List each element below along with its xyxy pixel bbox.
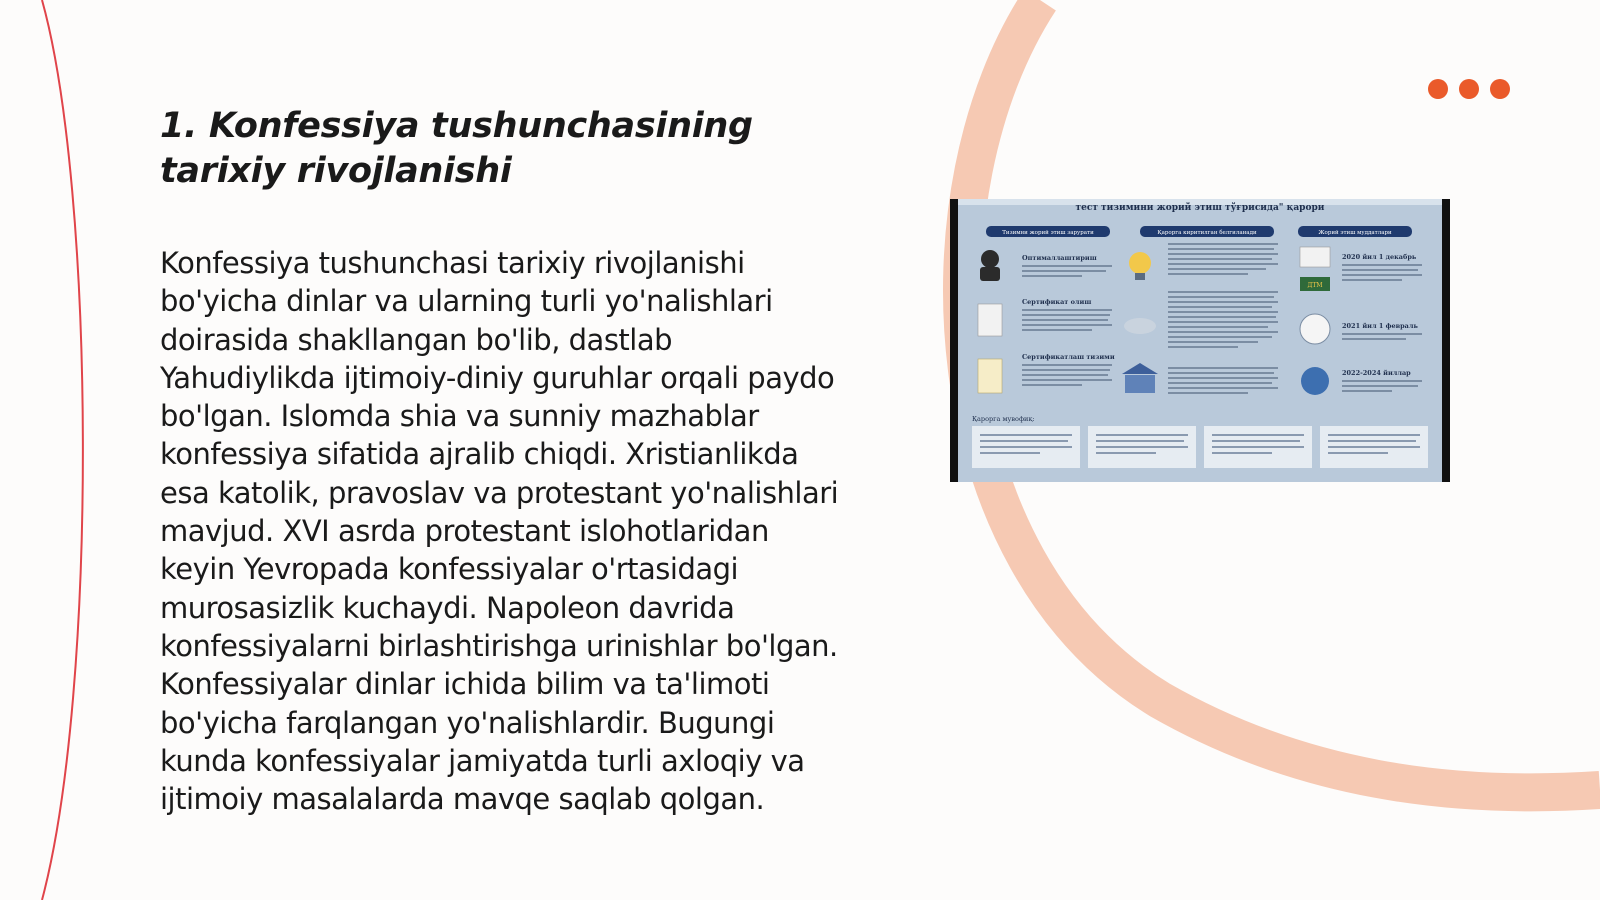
infographic-left-item-2: Сертификат олиш [1022, 298, 1092, 306]
three-dots-icon [1428, 79, 1510, 99]
infographic-right-item-3: 2022-2024 йиллар [1342, 369, 1411, 377]
infographic-right-item-2: 2021 йил 1 февраль [1342, 322, 1418, 330]
dot-1 [1428, 79, 1448, 99]
infographic-right-item-1: 2020 йил 1 декабрь [1342, 253, 1417, 261]
infographic-top-caption: тест тизимини жорий этиш тўғрисида" қарори [1075, 203, 1325, 213]
dot-2 [1459, 79, 1479, 99]
infographic-left-item-1: Оптималлаштириш [1022, 254, 1097, 262]
infographic-drawing [950, 199, 1450, 482]
slide-body-text: Konfessiya tushunchasi tarixiy rivojlanishi bo'yicha dinlar va ularning turli yo'nalishlari doirasida shakllangan bo'lib, dastlab Yahudiylikda ijtimoiy-diniy guruhlar orqali paydo bo'lgan. Islomda shia va sunniy mazhablar konfessiya sifatida ajralib chiqdi. Xristianlikda esa katolik, pravoslav va protestant yo'nalishlari mavjud. XVI asrda protestant islohotlaridan keyin Yevropada konfessiyalar o'rtasidagi murosasizlik kuchaydi. Napoleon davrida konfessiyalarni birlashtirishga urinishlar bo'lgan. Konfessiyalar dinlar ichida bilim va ta'limoti bo'yicha farqlangan yo'nalishlardir. Bugungi kunda konfessiyalar jamiyatda turli axloqiy va ijtimoiy masalalarda mavqe saqlab qolgan. [160, 246, 839, 817]
dot-3 [1490, 79, 1510, 99]
infographic-header-2: Қарорга киритилган белгиланади [1157, 230, 1257, 236]
infographic-header-3: Жорий этиш муддатлари [1318, 230, 1392, 236]
infographic-headers [986, 226, 1412, 237]
slide-title: 1. Konfessiya tushunchasining tarixiy rivojlanishi [160, 106, 753, 191]
left-arc-line [42, 0, 83, 900]
infographic-left-item-3: Сертификатлаш тизими [1022, 353, 1115, 361]
infographic-badge: ДТМ [1307, 282, 1323, 289]
infographic-header-1: Тизимни жорий этиш зарурати [1002, 230, 1094, 236]
infographic-image [950, 199, 1450, 482]
infographic-footer-label: Қарорга мувофиқ: [972, 415, 1035, 423]
